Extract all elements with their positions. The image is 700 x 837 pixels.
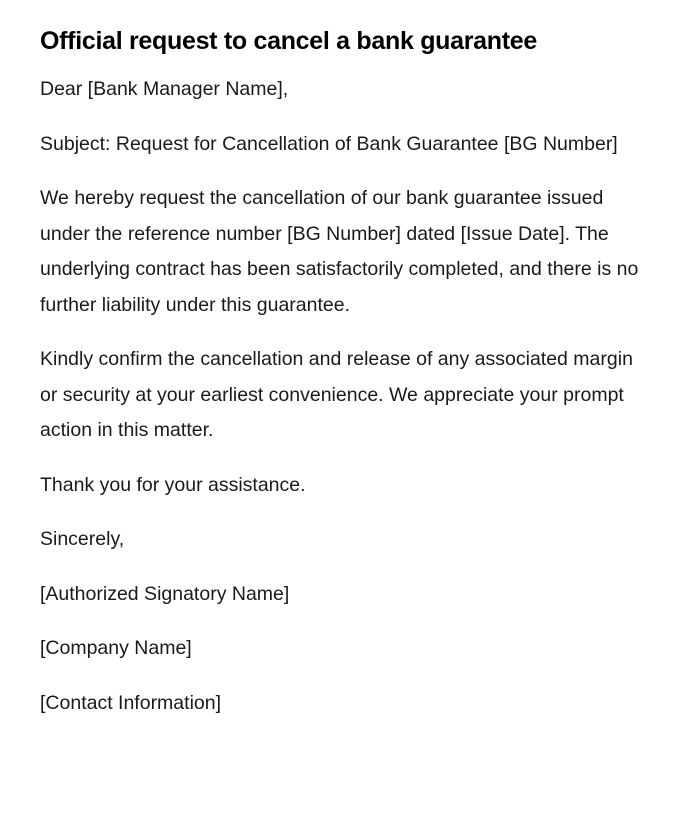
contact-information: [Contact Information] [40,691,222,714]
body-paragraph: Kindly confirm the cancellation and release of any associated margin or security at your earliest convenience. We appreciate your prompt action in this matter. [40,348,633,441]
company-name: [Company Name] [40,637,192,659]
thanks-line: Thank you for your assistance. [40,473,306,496]
signatory-name: [Authorized Signatory Name] [40,582,290,605]
subject-line: Subject: Request for Cancellation of Bank Guarantee [BG Number] [40,132,618,155]
salutation: Dear [Bank Manager Name], [40,78,289,100]
body-paragraph: We hereby request the cancellation of our bank guarantee issued under the reference number [BG Number] dated [Issue Date]. The underlying contract has been satisfactorily completed, and there is no further liability under this guarantee. [40,187,639,316]
closing: Sincerely, [40,528,125,550]
document-title: Official request to cancel a bank guarantee [40,27,537,55]
